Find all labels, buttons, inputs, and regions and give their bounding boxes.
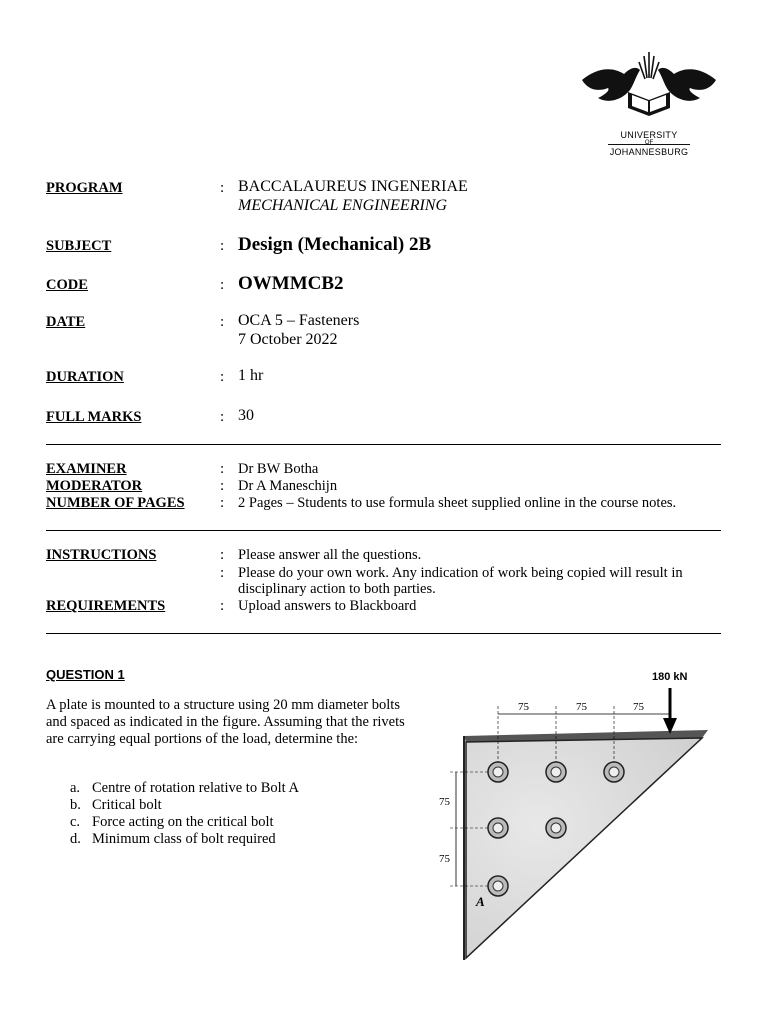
figure-svg (430, 660, 730, 970)
part-text: Minimum class of bolt required (92, 831, 276, 847)
date-value: OCA 5 – Fasteners (238, 312, 360, 329)
program-value: BACCALAUREUS INGENERIAE (238, 178, 468, 195)
h-dim-1: 75 (518, 701, 529, 713)
code-value: OWMMCB2 (238, 273, 344, 294)
date-colon: : (220, 314, 225, 330)
subject-value: Design (Mechanical) 2B (238, 234, 432, 255)
date-value-sub: 7 October 2022 (238, 331, 338, 348)
full-marks-value: 30 (238, 407, 254, 424)
university-logo (578, 48, 720, 160)
question-text: A plate is mounted to a structure using 20 mm diameter bolts and spaced as indicated in the figure. Assuming that the rivets are carrying equal portions of the load, determine the: (46, 697, 405, 747)
v-dim-2: 75 (439, 853, 450, 865)
moderator-value: Dr A Maneschijn (238, 478, 338, 494)
logo-text-university: UNIVERSITY (620, 130, 678, 140)
bolt (546, 762, 566, 782)
part-marker: c. (70, 814, 81, 830)
h-dim-2: 75 (576, 701, 587, 713)
moderator-colon: : (220, 478, 225, 494)
load-label: 180 kN (652, 671, 688, 683)
subject-colon: : (220, 238, 225, 254)
question-title: QUESTION 1 (46, 667, 125, 682)
number-of-pages-label: NUMBER OF PAGES (46, 495, 185, 511)
question-part-b (70, 797, 162, 814)
full-marks-label: FULL MARKS (46, 409, 142, 425)
h-dim-3: 75 (633, 701, 644, 713)
bolt-a-label: A (476, 894, 485, 909)
examiner-value: Dr BW Botha (238, 461, 319, 477)
question-part-d (70, 831, 276, 848)
bolt (604, 762, 624, 782)
question-part-c (70, 814, 274, 831)
part-text: Centre of rotation relative to Bolt A (92, 780, 299, 796)
program-colon: : (220, 180, 225, 196)
moderator-label: MODERATOR (46, 478, 143, 494)
bolt-a (488, 876, 508, 896)
instruction-item-2-cont: disciplinary action to both parties. (238, 581, 436, 597)
part-marker: d. (70, 831, 81, 847)
requirements-colon: : (220, 598, 225, 614)
examiner-label: EXAMINER (46, 461, 127, 477)
part-text: Force acting on the critical bolt (92, 814, 274, 830)
logo-emblem-icon (578, 48, 720, 120)
program-value-sub: MECHANICAL ENGINEERING (238, 197, 448, 214)
number-of-pages-colon: : (220, 495, 225, 511)
duration-value: 1 hr (238, 367, 264, 384)
divider-2 (46, 530, 721, 531)
instructions-label: INSTRUCTIONS (46, 547, 157, 563)
program-label: PROGRAM (46, 180, 123, 196)
instructions-colon-1: : (220, 547, 225, 563)
instruction-item-2: Please do your own work. Any indication of work being copied will result in (238, 565, 683, 581)
part-marker: a. (70, 780, 81, 796)
instruction-item-1: Please answer all the questions. (238, 547, 422, 563)
examiner-colon: : (220, 461, 225, 477)
duration-label: DURATION (46, 369, 124, 385)
logo-divider (608, 144, 690, 145)
v-dim-1: 75 (439, 796, 450, 808)
part-text: Critical bolt (92, 797, 162, 813)
requirements-value: Upload answers to Blackboard (238, 598, 417, 614)
bolt (546, 818, 566, 838)
bolt (488, 762, 508, 782)
divider-3 (46, 633, 721, 634)
bolt-plate-figure (430, 660, 730, 970)
logo-text-of: OF (644, 140, 654, 146)
duration-colon: : (220, 369, 225, 385)
logo-text-johannesburg: JOHANNESBURG (609, 147, 689, 157)
question-part-a (70, 780, 299, 797)
date-label: DATE (46, 314, 86, 330)
subject-label: SUBJECT (46, 238, 112, 254)
code-label: CODE (46, 277, 88, 293)
part-marker: b. (70, 797, 81, 813)
full-marks-colon: : (220, 409, 225, 425)
requirements-label: REQUIREMENTS (46, 598, 166, 614)
divider-1 (46, 444, 721, 445)
code-colon: : (220, 277, 225, 293)
instructions-colon-2: : (220, 565, 225, 581)
bolt (488, 818, 508, 838)
number-of-pages-value: 2 Pages – Students to use formula sheet supplied online in the course notes. (238, 495, 677, 511)
